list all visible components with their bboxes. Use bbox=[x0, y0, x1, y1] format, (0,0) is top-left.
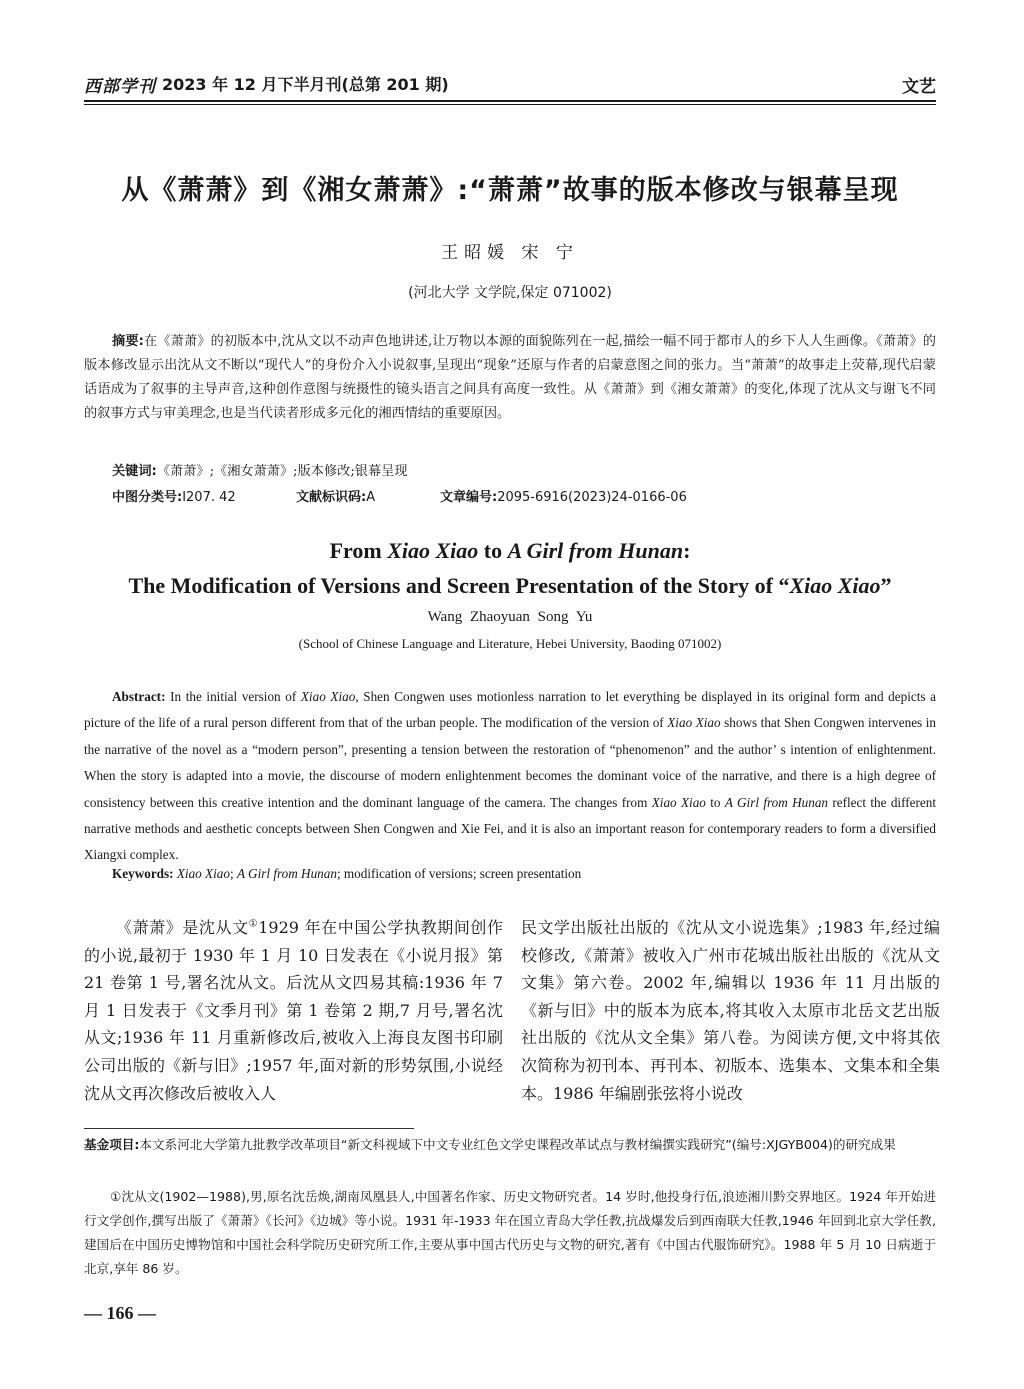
running-header bbox=[84, 68, 936, 102]
article-number bbox=[440, 486, 687, 505]
english-affiliation: (School of Chinese Language and Literature, Hebei University, Baoding 071002) bbox=[298, 636, 722, 651]
chinese-abstract-label: 摘要: bbox=[112, 334, 144, 349]
abstract-text: to bbox=[705, 794, 725, 810]
document-code bbox=[296, 486, 375, 505]
footnote-1: ①沈从文(1902—1988),男,原名沈岳焕,湖南凤凰县人,中国著名作家、历史文物研究者。14 岁时,他投身行伍,浪迹湘川黔交界地区。1924 年开始进行文学创作,撰写出版了《萧萧》《长河》《边城》等小说。1931 年-1933 年在国立青岛大学任教,抗战爆发后到西南联大任教,1946 年回到北京大学任教,建国后在中国历史博物馆和中国社会科学院历史研究所工作,主要从事中国古代历史与文物的研究,著有《中国古代服饰研究》。1988 年 5 月 10 日病逝于北京,享年 86 岁。 bbox=[84, 1189, 936, 1276]
abstract-text: , Shen Congwen uses motionless narration to let everything be displayed in its original form and depicts a picture of the life of a rural person different from that of the urban people. The modification of the version of bbox=[84, 689, 936, 731]
abstract-text: reflect the different narrative methods and aesthetic concepts between Shen Congwen and Xie Fei, and it is also an important reason for contemporary readers to form a diversified Xiangxi complex. bbox=[84, 794, 936, 863]
clc-label: 中图分类号: bbox=[112, 490, 183, 505]
clc-number bbox=[112, 486, 236, 505]
fund-label: 基金项目: bbox=[84, 1137, 140, 1152]
keyword-italic: Xiao Xiao bbox=[176, 866, 230, 881]
article-no-value: 2095-6916(2023)24-0166-06 bbox=[497, 490, 687, 505]
chinese-keywords bbox=[112, 460, 936, 479]
section-label: 文艺 bbox=[902, 77, 936, 97]
keyword-text: ; modification of versions; screen presentation bbox=[336, 866, 582, 881]
title-italic: Xiao Xiao bbox=[789, 573, 881, 598]
english-abstract-label: Abstract: bbox=[112, 689, 166, 704]
title-italic: Xiao Xiao bbox=[387, 538, 479, 563]
english-title-line-1 bbox=[84, 538, 936, 564]
chinese-abstract bbox=[84, 330, 936, 426]
body-column-right: 民文学出版社出版的《沈从文小说选集》;1983 年,经过编校修改,《萧萧》被收入广州市花城出版社出版的《沈从文文集》第六卷。2002 年,编辑以 1936 年 11 月出版的《新与旧》中的版本为底本,将其收入太原市北岳文艺出版社出版的《沈从文全集》第八卷。为阅读方便,文中将其依次简称为初刊本、再刊本、初版本、选集本、文集本和全集本。1986 年编剧张弦将小说改 bbox=[521, 918, 940, 1103]
footnote-marker: ① bbox=[248, 918, 259, 930]
chinese-keywords-text: 《萧萧》;《湘女萧萧》;版本修改;银幕呈现 bbox=[156, 464, 408, 479]
title-text: ” bbox=[880, 573, 892, 598]
abstract-text: In the initial version of bbox=[165, 689, 301, 704]
abstract-italic: Xiao Xiao bbox=[651, 794, 706, 810]
title-text: : bbox=[683, 538, 691, 563]
doc-code-label: 文献标识码: bbox=[296, 490, 367, 505]
abstract-italic: Xiao Xiao bbox=[667, 715, 721, 731]
fund-text: 本文系河北大学第九批教学改革项目“新文科视域下中文专业红色文学史课程改革试点与教材编撰实践研究”(编号:XJGYB004)的研究成果 bbox=[139, 1137, 896, 1152]
abstract-italic: Xiao Xiao bbox=[300, 689, 356, 704]
issue-info: 2023 年 12 月下半月刊(总第 201 期) bbox=[162, 75, 449, 94]
abstract-italic: A Girl from Hunan bbox=[724, 794, 829, 810]
body-text: 《萧萧》是沈从文 bbox=[116, 918, 249, 937]
english-title-line-2 bbox=[84, 573, 936, 599]
english-keywords-label: Keywords: bbox=[112, 866, 174, 881]
english-abstract bbox=[84, 684, 936, 869]
english-authors: Wang Zhaoyuan Song Yu bbox=[427, 609, 593, 625]
chinese-keywords-label: 关键词: bbox=[112, 464, 157, 479]
chinese-abstract-text: 在《萧萧》的初版本中,沈从文以不动声色地讲述,让万物以本源的面貌陈列在一起,描绘一幅不同于都市人的乡下人人生画像。《萧萧》的版本修改显示出沈从文不断以“现代人”的身份介入小说叙事,呈现出“现象”还原与作者的启蒙意图之间的张力。当“萧萧”的故事走上荧幕,现代启蒙话语成为了叙事的主导声音,这种创作意图与统摄性的镜头语言之间具有高度一致性。从《萧萧》到《湘女萧萧》的变化,体现了沈从文与谢飞不同的叙事方式与审美理念,也是当代读者形成多元化的湘西情结的重要原因。 bbox=[84, 334, 936, 421]
page-number: — 166 — bbox=[84, 1303, 156, 1323]
keyword-text: ; bbox=[229, 866, 237, 881]
header-rule bbox=[84, 100, 936, 102]
fund-note bbox=[84, 1133, 936, 1157]
chinese-affiliation: (河北大学 文学院,保定 071002) bbox=[408, 285, 612, 301]
abstract-text: shows that Shen Congwen intervenes in the narrative of the novel as a “modern person”, presenting a tension between the restoration of “phenomenon” and the author’ s intention of enlightenment. When the story is adapted into a movie, the discourse of modern enlightenment becomes the dominant voice of the narrative, and there is a high degree of consistency between this creative intention and the dominant language of the camera. The changes from bbox=[84, 715, 936, 810]
keyword-italic: A Girl from Hunan bbox=[236, 866, 337, 881]
chinese-title: 从《萧萧》到《湘女萧萧》:“萧萧”故事的版本修改与银幕呈现 bbox=[121, 175, 899, 206]
article-no-label: 文章编号: bbox=[440, 490, 498, 505]
clc-value: I207. 42 bbox=[182, 490, 236, 505]
body-text: 1929 年在中国公学执教期间创作的小说,最初于 1930 年 1 月 10 日发表在《小说月报》第 21 卷第 1 号,署名沈从文。后沈从文四易其稿:1936 年 7 月 1 日发表于《文季月刊》第 1 卷第 2 期,7 月号,署名沈从文;1936 年 11 月重新修改后,被收入上海良友图书印刷公司出版的《新与旧》;1957 年,面对新的形势氛围,小说经沈从文再次修改后被收入人 bbox=[84, 918, 503, 1103]
doc-code-value: A bbox=[366, 490, 376, 505]
english-keywords bbox=[112, 866, 936, 882]
title-text: to bbox=[478, 538, 508, 563]
body-column-left bbox=[84, 914, 503, 1107]
title-italic: A Girl from Hunan bbox=[507, 538, 684, 563]
chinese-authors: 王昭媛 宋 宁 bbox=[441, 243, 579, 263]
title-text: From bbox=[329, 538, 388, 563]
header-rule-thin bbox=[84, 104, 936, 105]
title-text: The Modification of Versions and Screen Presentation of the Story of “ bbox=[128, 573, 790, 598]
journal-logo: 西部学刊 bbox=[84, 77, 156, 97]
footnote-rule bbox=[84, 1128, 414, 1129]
